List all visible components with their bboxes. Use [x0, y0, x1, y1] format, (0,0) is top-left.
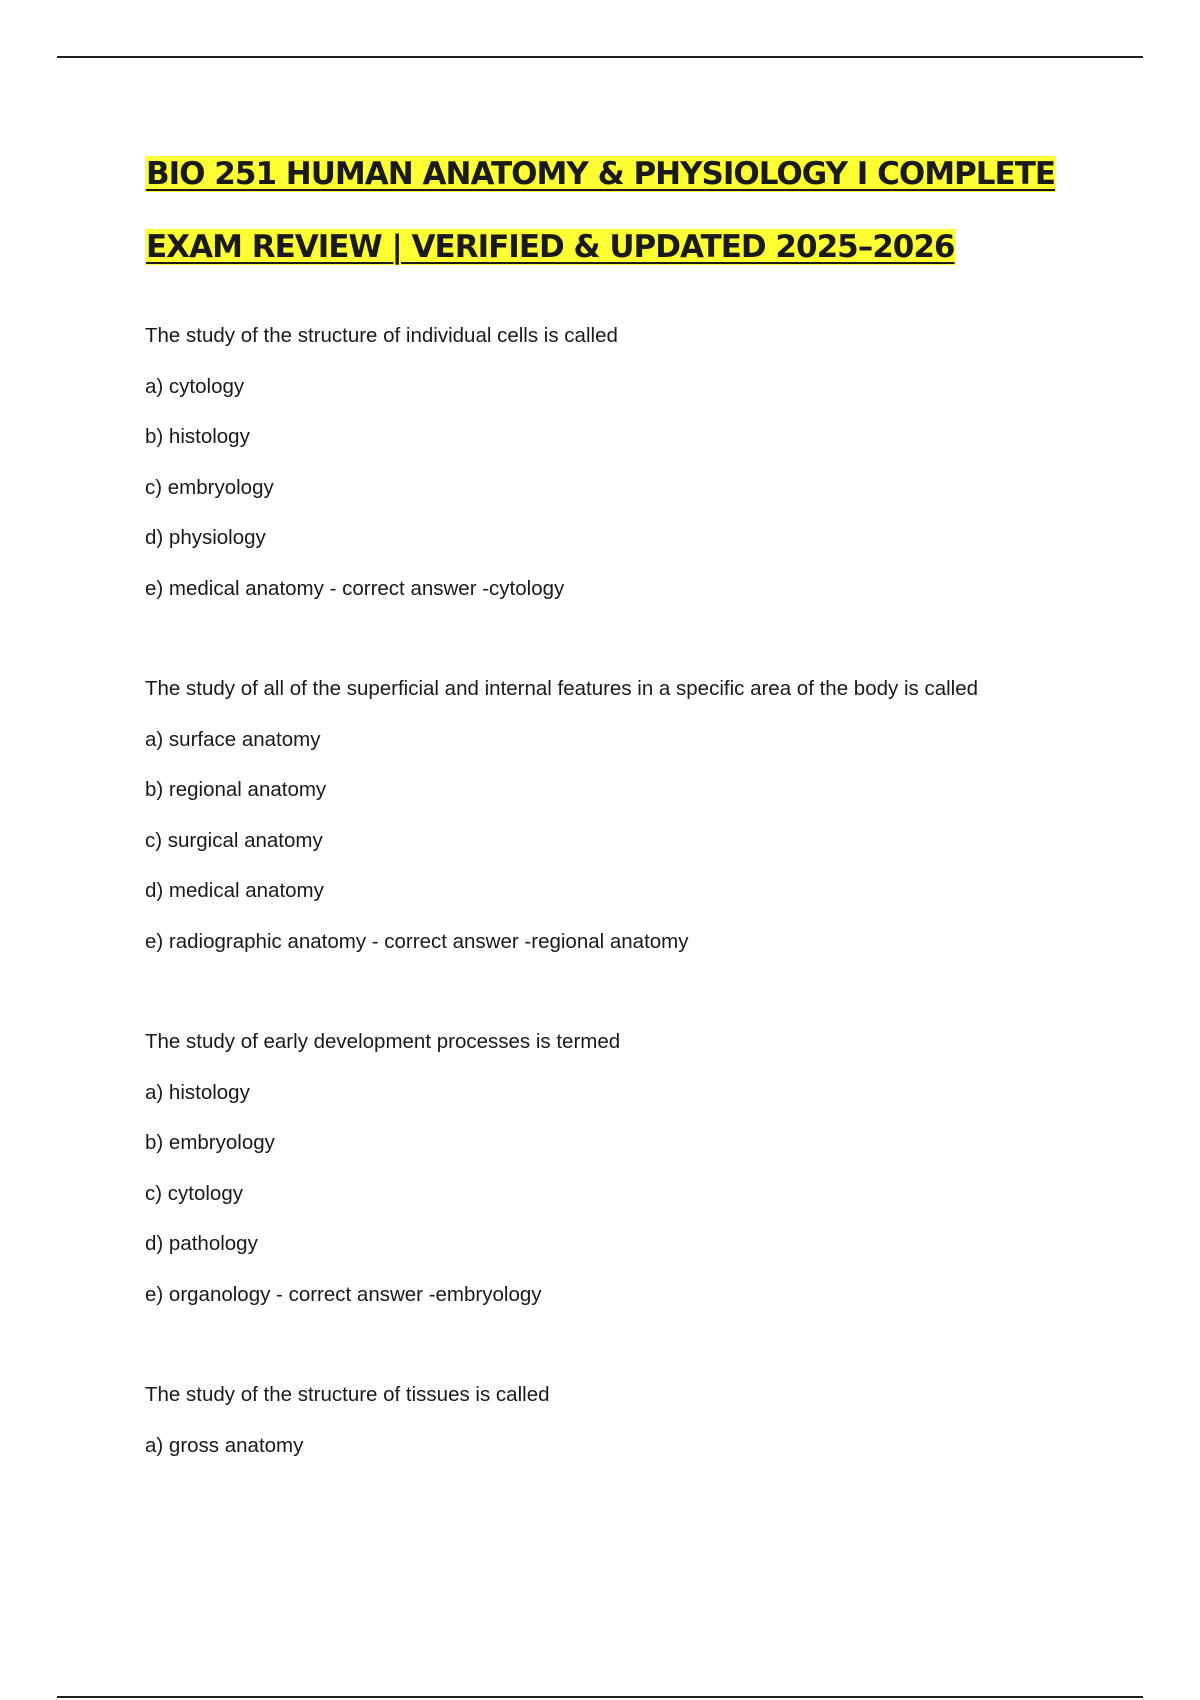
- question-4: [145, 1370, 1135, 1471]
- question-list: [145, 311, 1135, 1471]
- title-line-2: EXAM REVIEW | VERIFIED & UPDATED 2025–2026: [146, 229, 955, 265]
- answer-option: b) histology: [145, 425, 250, 448]
- answer-option: a) gross anatomy: [145, 1433, 304, 1457]
- answer-option: d) pathology: [145, 1232, 258, 1255]
- answer-option: c) embryology: [145, 475, 274, 499]
- answer-option: c) cytology: [145, 1181, 243, 1205]
- answer-option: d) medical anatomy: [145, 879, 324, 902]
- question-1: [145, 311, 1135, 614]
- answer-option-with-key: e) organology - correct answer -embryology: [145, 1282, 542, 1306]
- document-title: [145, 138, 1135, 284]
- answer-option: a) cytology: [145, 374, 245, 398]
- header-rule: [57, 56, 1143, 58]
- question-stem: The study of the structure of individual cells is called: [145, 324, 618, 347]
- answer-option: b) regional anatomy: [145, 778, 327, 801]
- question-stem: The study of early development processes is termed: [145, 1030, 621, 1053]
- answer-option: d) physiology: [145, 526, 266, 549]
- answer-option: b) embryology: [145, 1131, 275, 1154]
- answer-option: a) histology: [145, 1080, 250, 1104]
- question-stem: The study of all of the superficial and internal features in a specific area of the body is called: [145, 677, 979, 700]
- answer-option-with-key: e) radiographic anatomy - correct answer -regional anatomy: [145, 929, 689, 953]
- question-2: [145, 664, 1135, 967]
- question-3: [145, 1017, 1135, 1320]
- answer-option-with-key: e) medical anatomy - correct answer -cytology: [145, 576, 565, 600]
- question-stem: The study of the structure of tissues is called: [145, 1383, 550, 1406]
- answer-option: a) surface anatomy: [145, 727, 321, 751]
- document-body: [145, 138, 1135, 1521]
- footer-rule: [57, 1696, 1143, 1698]
- answer-option: c) surgical anatomy: [145, 828, 323, 852]
- title-line-1: BIO 251 HUMAN ANATOMY & PHYSIOLOGY I COMPLETE: [146, 156, 1056, 192]
